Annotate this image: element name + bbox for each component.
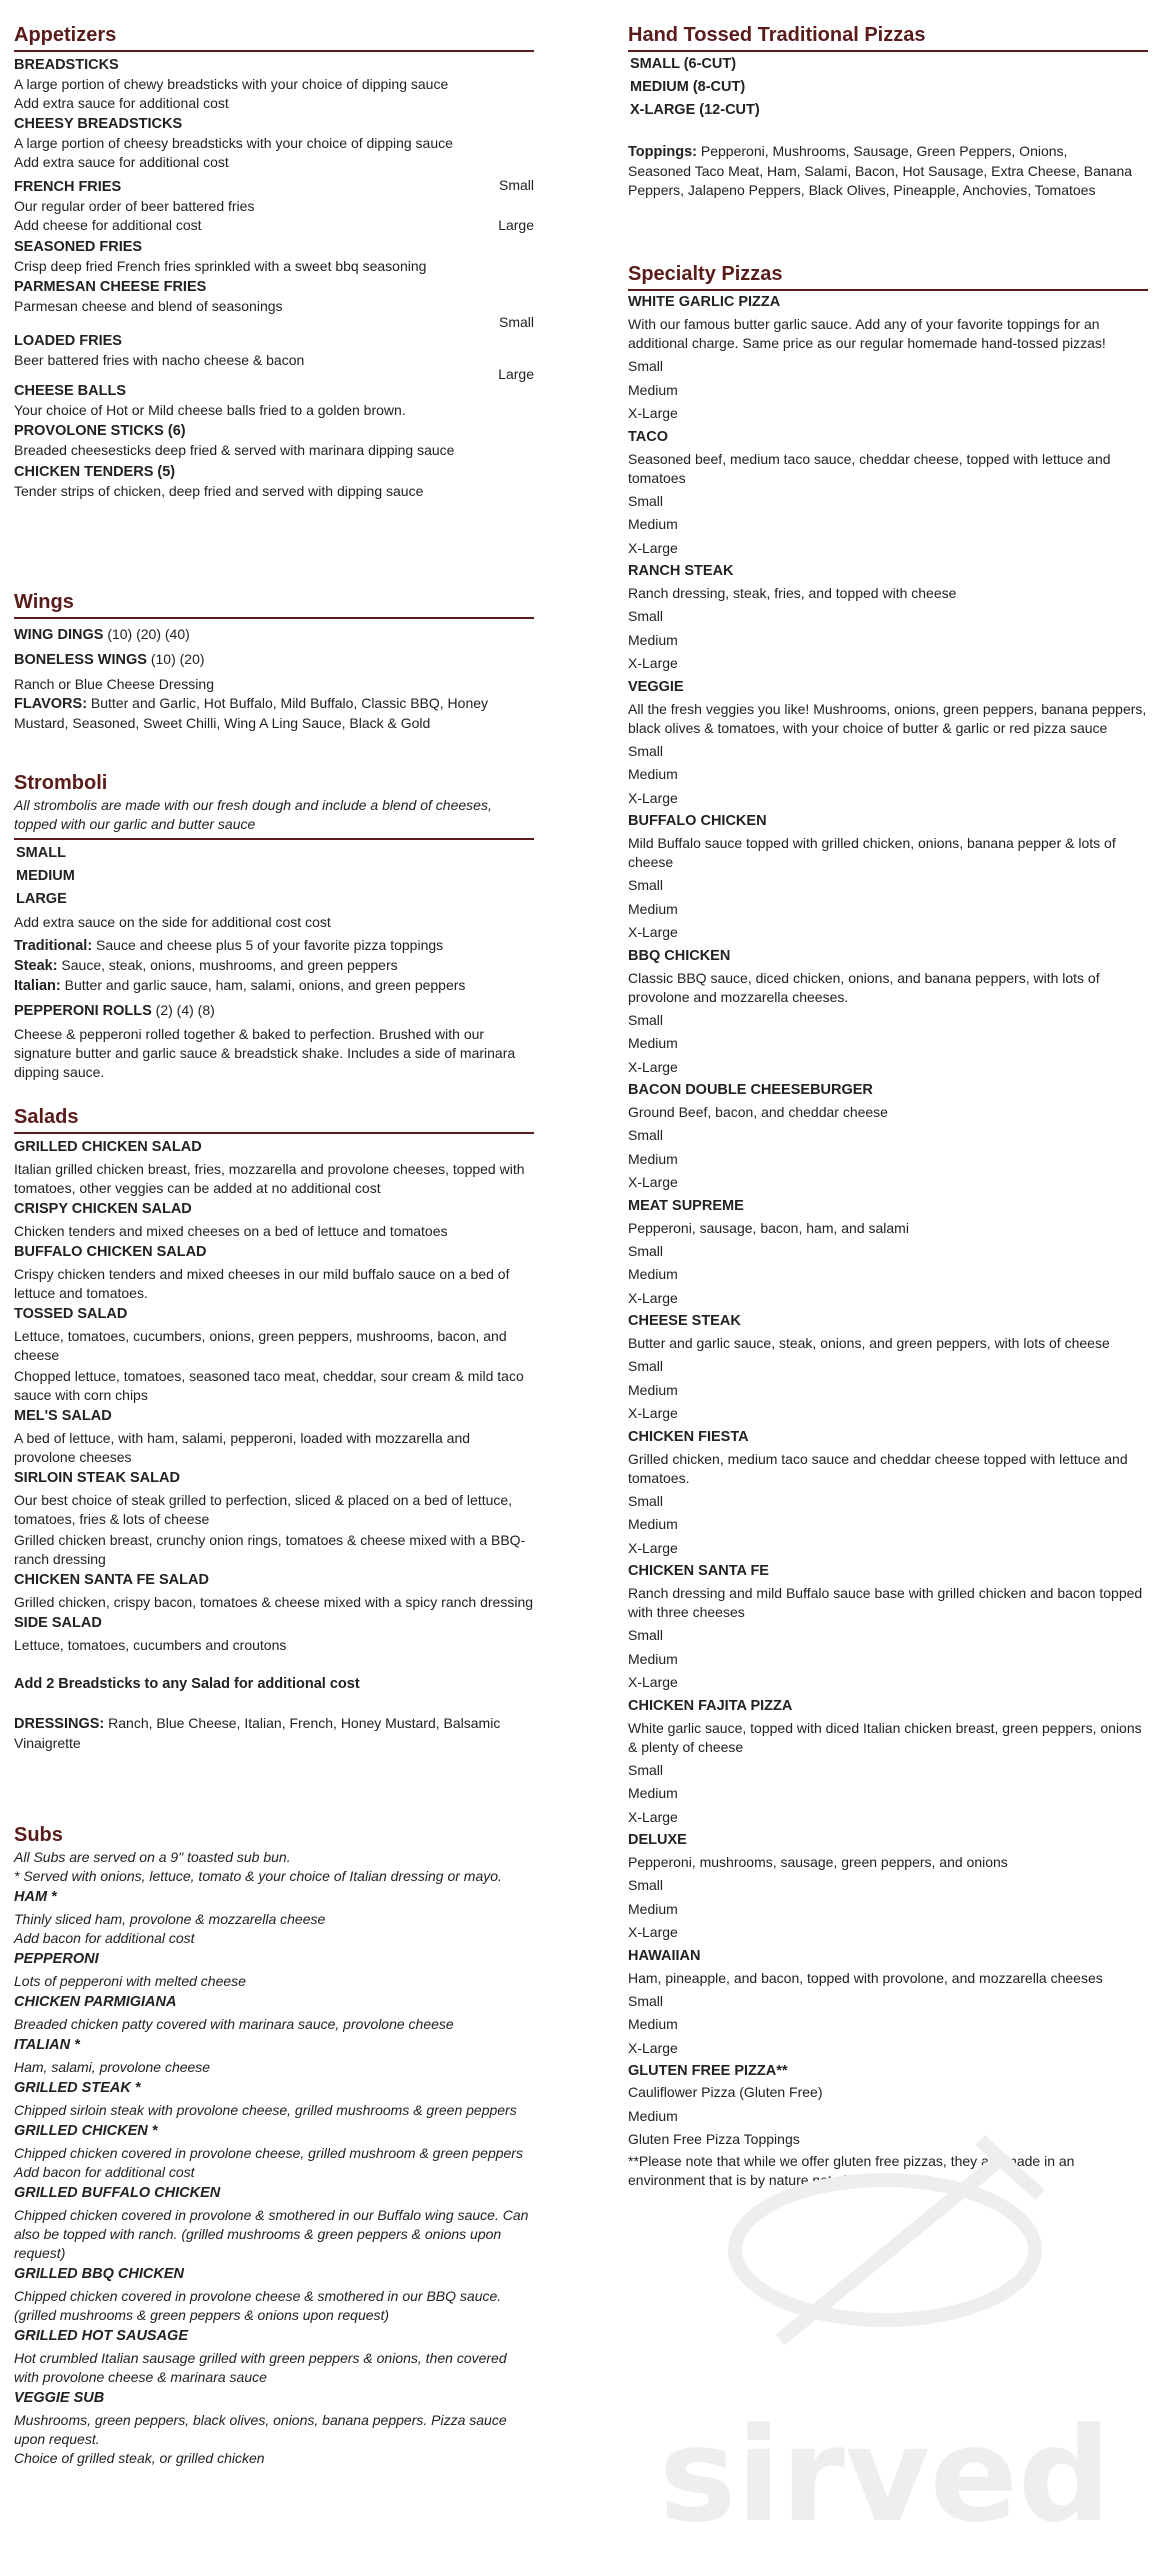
size-label: Medium [628,766,678,782]
size-label: Small [498,177,534,193]
size-medium: MEDIUM (8-CUT) [630,79,746,95]
item-desc: Butter and garlic sauce, steak, onions, and green peppers, with lots of cheese [628,1335,1110,1351]
item-name: ITALIAN * [14,2037,80,2053]
gluten-line: Gluten Free Pizza Toppings [628,2131,800,2147]
toppings-list [628,142,1133,200]
item-desc: A large portion of chewy breadsticks with your choice of dipping sauce [14,76,449,92]
size-label: Medium [628,1035,678,1051]
dressings-line [14,1714,534,1753]
size-label: Small [628,1992,664,2009]
item-name: PEPPERONI ROLLS [14,1003,152,1019]
item-name: LOADED FRIES [14,333,122,349]
menu-item [628,1312,1148,1426]
toppings-text: Pepperoni, Mushrooms, Sausage, Green Peppers, Onions, Seasoned Taco Meat, Ham, Salami, Bacon, Hot Sausage, Extra Cheese, Banana Peppers, Jalapeno Peppers, Black Olives, Pineapple, Anchovies, Tomatoes [628,143,1133,198]
salads-section [14,1104,534,1753]
item-name: WING DINGS [14,627,104,643]
size-xlarge: X-LARGE (12-CUT) [630,102,760,118]
size-label: X-Large [628,1674,678,1690]
item-name: VEGGIE [628,678,684,695]
menu-item [14,314,534,382]
item-name: CHICKEN SANTA FE [628,1563,769,1579]
size-label: X-Large [628,1058,678,1075]
size-label: Small [628,1627,664,1643]
menu-item [628,1831,1148,1945]
gluten-line: Medium [628,2107,678,2124]
size-label: Medium [628,1516,678,1532]
size-label: Small [628,742,664,759]
item-extra: Add extra sauce for additional cost [14,95,229,111]
item-desc: Chopped lettuce, tomatoes, seasoned taco meat, cheddar, sour cream & mild taco sauce with corn chips [14,1368,524,1403]
item-extra: Choice of grilled steak, or grilled chicken [14,2450,265,2466]
section-title: Subs [14,1824,63,1846]
item-desc: Lettuce, tomatoes, cucumbers and croutons [14,1637,287,1653]
menu-item [628,1197,1148,1311]
item-name: CHEESE BALLS [14,383,126,399]
sirved-watermark [650,2100,1120,2560]
dressings-text: Ranch, Blue Cheese, Italian, French, Honey Mustard, Balsamic Vinaigrette [14,1715,501,1751]
menu-item [14,2036,534,2077]
item-name: MEL'S SALAD [14,1408,112,1424]
item-name: BACON DOUBLE CHEESEBURGER [628,1082,873,1098]
item-desc: A bed of lettuce, with ham, salami, pepperoni, loaded with mozzarella and provolone cheeses [14,1430,471,1465]
item-name: GRILLED CHICKEN * [14,2123,158,2139]
menu-item [14,1407,534,1467]
size-medium: MEDIUM [16,868,75,884]
item-sizes: (2) (4) (8) [155,1002,215,1018]
item-desc: Grilled chicken breast, crunchy onion rings, tomatoes & cheese mixed with a BBQ-ranch dressing [14,1532,526,1567]
item-name: GRILLED HOT SAUSAGE [14,2328,189,2344]
item-name: HAM * [14,1889,57,1905]
item-desc: Crispy chicken tenders and mixed cheeses in our mild buffalo sauce on a bed of lettuce and tomatoes. [14,1266,510,1301]
flavors-label: FLAVORS: [14,696,88,712]
size-label: Small [628,1358,664,1374]
menu-item [628,293,1148,426]
item-name: CHICKEN FIESTA [628,1428,749,1445]
size-large: LARGE [16,891,67,907]
section-title: Wings [14,589,534,619]
boneless-wings-row [14,650,534,670]
size-label: Small [628,1011,664,1028]
size-label: X-Large [628,789,678,806]
dressings-label: DRESSINGS: [14,1716,105,1732]
menu-item [14,2122,534,2182]
size-label: Small [628,1127,664,1143]
size-label: Medium [628,1650,678,1667]
stromboli-extra: Add extra sauce on the side for additional cost cost [14,914,331,930]
menu-item [14,2184,534,2263]
item-desc: Pepperoni, sausage, bacon, ham, and salami [628,1219,909,1236]
traditional-label: Traditional: [14,938,93,954]
subs-intro: * Served with onions, lettuce, tomato & your choice of Italian dressing or mayo. [14,1868,502,1884]
item-name: PROVOLONE STICKS (6) [14,423,186,439]
menu-item [628,1562,1148,1695]
menu-item [14,2327,534,2387]
item-desc: Tender strips of chicken, deep fried and served with dipping sauce [14,483,424,499]
size-label: Small [628,1492,664,1509]
wing-flavors [14,694,534,733]
item-desc: Ham, pineapple, and bacon, topped with provolone, and mozzarella cheeses [628,1969,1103,1986]
item-name: DELUXE [628,1832,687,1848]
section-intro: All strombolis are made with our fresh dough and include a blend of cheeses, topped with our garlic and butter sauce [14,796,534,840]
menu-item [628,1081,1148,1195]
subs-section [14,1822,534,2468]
item-sizes: (10) (20) [150,651,205,667]
item-name: BUFFALO CHICKEN SALAD [14,1244,207,1260]
size-label: X-Large [628,655,678,671]
item-desc: Ranch dressing and mild Buffalo sauce base with grilled chicken and bacon topped with three cheeses [628,1585,1143,1620]
menu-item [14,2265,534,2325]
item-name: WHITE GARLIC PIZZA [628,294,781,310]
size-label: Medium [628,516,678,532]
item-desc: Our best choice of steak grilled to perfection, sliced & placed on a bed of lettuce, tomatoes, fries & lots of cheese [14,1492,513,1527]
item-name: TACO [628,428,669,445]
menu-item [14,1614,534,1655]
item-desc: Pepperoni, mushrooms, sausage, green peppers, and onions [628,1854,1008,1870]
steak-text: Sauce, steak, onions, mushrooms, and green peppers [61,957,398,973]
section-title: Stromboli [14,772,108,794]
item-desc: Grilled chicken, crispy bacon, tomatoes & cheese mixed with a spicy ranch dressing [14,1594,534,1610]
size-label: Small [498,314,534,330]
gluten-note: **Please note that while we offer gluten free pizzas, they are made in an environment that is by nature not gluten free. [628,2152,1075,2188]
menu-item [628,1697,1148,1830]
item-desc: All the fresh veggies you like! Mushrooms, onions, green peppers, banana peppers, black olives & tomatoes, with your choice of butter & garlic or red pizza sauce [628,700,1147,736]
size-label: Medium [628,1381,678,1398]
item-name: BREADSTICKS [14,57,119,73]
item-desc: Italian grilled chicken breast, fries, mozzarella and provolone cheeses, topped with tomatoes, other veggies can be added at no additional cost [14,1161,525,1196]
menu-item [628,1428,1148,1561]
item-desc: With our famous butter garlic sauce. Add any of your favorite toppings for an additional charge. Same price as our regular homemade hand-tossed pizzas! [628,316,1106,351]
item-desc: Beer battered fries with nacho cheese & bacon [14,352,305,368]
item-name: VEGGIE SUB [14,2390,105,2406]
item-desc: Grilled chicken, medium taco sauce and cheddar cheese topped with lettuce and tomatoes. [628,1450,1128,1486]
size-label: Small [628,1761,664,1778]
wing-dings-row [14,625,534,645]
menu-item [628,678,1148,811]
size-label: X-Large [628,1539,678,1556]
size-label: X-Large [628,924,678,940]
item-desc: Hot crumbled Italian sausage grilled with green peppers & onions, then covered with provolone cheese & marinara sauce [14,2350,507,2385]
traditional-text: Sauce and cheese plus 5 of your favorite pizza toppings [96,937,444,953]
item-desc: Parmesan cheese and blend of seasonings [14,298,283,314]
item-desc: Seasoned beef, medium taco sauce, cheddar cheese, topped with lettuce and tomatoes [628,450,1111,486]
item-name: CHICKEN PARMIGIANA [14,1994,177,2010]
menu-item [14,278,534,316]
stromboli-section [14,770,534,1082]
menu-item [628,812,1148,945]
menu-item [628,562,1148,676]
item-name: CRISPY CHICKEN SALAD [14,1201,192,1217]
item-desc: Thinly sliced ham, provolone & mozzarella cheese [14,1911,326,1927]
item-desc: Ground Beef, bacon, and cheddar cheese [628,1104,888,1120]
menu-item [14,56,534,113]
wings-section [14,589,534,733]
size-label: Medium [628,1266,678,1282]
subs-intro: All Subs are served on a 9" toasted sub bun. [14,1849,291,1865]
size-label: Medium [628,1785,678,1801]
steak-label: Steak: [14,958,58,974]
menu-item [14,422,534,460]
size-label: X-Large [628,1405,678,1421]
item-extra: Add bacon for additional cost [14,2164,195,2180]
size-label: X-Large [628,539,678,556]
italian-label: Italian: [14,978,61,994]
menu-item [628,1947,1148,2061]
stromboli-traditional [14,936,534,956]
item-name: GLUTEN FREE PIZZA** [628,2063,788,2079]
item-desc: Mild Buffalo sauce topped with grilled chicken, onions, banana pepper & lots of cheese [628,835,1116,870]
toppings-label: Toppings: [628,144,697,160]
item-extra: Add bacon for additional cost [14,1930,195,1946]
menu-item [14,1138,534,1198]
item-name: BONELESS WINGS [14,652,147,668]
size-label: Small [628,358,664,374]
menu-item [14,1367,534,1405]
item-name: CHEESE STEAK [628,1313,741,1329]
stromboli-italian [14,976,534,996]
size-label: Small [628,492,664,509]
item-desc: Chipped chicken covered in provolone & smothered in our Buffalo wing sauce. Can also be topped with ranch. (grilled mushrooms & green peppers & onions upon request) [14,2207,529,2261]
item-desc: Breaded chicken patty covered with marinara sauce, provolone cheese [14,2016,454,2032]
item-extra: Add cheese for additional cost [14,217,202,233]
italian-text: Butter and garlic sauce, ham, salami, onions, and green peppers [64,977,466,993]
size-label: Medium [628,2016,678,2032]
item-name: PARMESAN CHEESE FRIES [14,279,207,295]
menu-item [14,2389,534,2468]
menu-item [14,1571,534,1612]
size-label: Large [498,366,534,382]
menu-item [14,1243,534,1303]
pepperoni-rolls-row [14,1001,534,1021]
item-desc: Your choice of Hot or Mild cheese balls fried to a golden brown. [14,402,406,418]
menu-item [14,1469,534,1529]
size-label: Small [628,877,664,893]
item-name: SIRLOIN STEAK SALAD [14,1470,180,1486]
size-small: SMALL [16,845,66,861]
item-name: GRILLED STEAK * [14,2080,141,2096]
fork-plate-icon [735,2140,1040,2340]
item-name: GRILLED BUFFALO CHICKEN [14,2185,221,2201]
item-desc: Chicken tenders and mixed cheeses on a bed of lettuce and tomatoes [14,1223,448,1239]
item-desc: Ranch dressing, steak, fries, and topped with cheese [628,585,957,601]
gluten-line: Cauliflower Pizza (Gluten Free) [628,2084,823,2100]
size-label: X-Large [628,1808,678,1825]
appetizers-section [14,22,534,501]
item-desc: Ham, salami, provolone cheese [14,2059,211,2075]
item-desc: Chipped chicken covered in provolone cheese & smothered in our BBQ sauce. (grilled mushrooms & green peppers & onions upon request) [14,2288,502,2323]
item-desc: Classic BBQ sauce, diced chicken, onions, and banana peppers, with lots of provolone and mozzarella cheeses. [628,969,1100,1005]
size-label: Large [498,217,534,233]
menu-item [628,428,1148,561]
size-label: X-Large [628,405,678,421]
item-name: CHEESY BREADSTICKS [14,116,183,132]
menu-item [14,115,534,172]
item-extra: Add extra sauce for additional cost [14,154,229,170]
menu-item [14,463,534,501]
menu-item [14,1993,534,2034]
section-title: Specialty Pizzas [628,261,1148,291]
item-name: CHICKEN FAJITA PIZZA [628,1697,793,1714]
size-label: Medium [628,381,678,398]
menu-item [14,238,534,276]
item-name: CHICKEN SANTA FE SALAD [14,1572,209,1588]
hand-tossed-section [628,22,1148,200]
item-desc: Mushrooms, green peppers, black olives, onions, banana peppers. Pizza sauce upon request. [14,2412,507,2447]
menu-item [14,1950,534,1991]
item-desc: Breaded cheesesticks deep fried & served with marinara dipping sauce [14,442,455,458]
size-label: Medium [628,631,678,648]
menu-item [14,176,534,235]
menu-item [14,1200,534,1241]
flavors-text: Butter and Garlic, Hot Buffalo, Mild Buffalo, Classic BBQ, Honey Mustard, Seasoned, Sweet Chilli, Wing A Ling Sauce, Black & Gold [14,695,489,731]
item-name: TOSSED SALAD [14,1306,128,1322]
item-name: SIDE SALAD [14,1615,102,1631]
item-desc: Crisp deep fried French fries sprinkled with a sweet bbq seasoning [14,258,427,274]
size-label: Small [628,1877,664,1893]
item-name: CHICKEN TENDERS (5) [14,464,176,480]
item-desc: A large portion of cheesy breadsticks with your choice of dipping sauce [14,135,453,151]
size-label: X-Large [628,1174,678,1190]
item-desc: Lots of pepperoni with melted cheese [14,1973,246,1989]
section-title: Appetizers [14,22,534,52]
item-desc: Chipped chicken covered in provolone cheese, grilled mushroom & green peppers [14,2145,523,2161]
item-name: HAWAIIAN [628,1947,701,1964]
size-label: Small [628,1242,664,1259]
size-label: Small [628,608,664,624]
menu-item [628,947,1148,1080]
item-name: GRILLED BBQ CHICKEN [14,2266,184,2282]
menu-item [14,1531,534,1569]
section-title: Salads [14,1104,534,1134]
breadsticks-note: Add 2 Breadsticks to any Salad for additional cost [14,1676,360,1692]
item-name: RANCH STEAK [628,563,734,579]
item-name: PEPPERONI [14,1951,99,1967]
item-desc: White garlic sauce, topped with diced Italian chicken breast, green peppers, onions & plenty of cheese [628,1719,1142,1755]
item-desc: Cheese & pepperoni rolled together & baked to perfection. Brushed with our signature butter and garlic sauce & breadstick shake. Includes a side of marinara dipping sauce. [14,1026,516,1080]
item-name: GRILLED CHICKEN SALAD [14,1139,202,1155]
menu-item [14,1305,534,1365]
size-label: X-Large [628,2039,678,2056]
wing-dressing: Ranch or Blue Cheese Dressing [14,676,214,692]
size-label: X-Large [628,1289,678,1306]
menu-item [14,1888,534,1948]
item-desc: Lettuce, tomatoes, cucumbers, onions, green peppers, mushrooms, bacon, and cheese [14,1328,507,1363]
stromboli-steak [14,956,534,976]
menu-item [14,382,534,420]
specialty-section [628,261,1148,2190]
size-label: Medium [628,900,678,917]
item-name: BBQ CHICKEN [628,947,731,964]
item-desc: Chipped sirloin steak with provolone cheese, grilled mushrooms & green peppers [14,2102,517,2118]
watermark-text: sirved [658,2399,1112,2551]
menu-item [14,2079,534,2120]
specialty-list [628,293,1148,2060]
size-label: X-Large [628,1924,678,1940]
size-label: Medium [628,1900,678,1917]
item-name: FRENCH FRIES [14,179,122,195]
item-name: MEAT SUPREME [628,1197,744,1214]
item-sizes: (10) (20) (40) [107,626,190,642]
item-name: BUFFALO CHICKEN [628,813,767,829]
item-name: SEASONED FRIES [14,239,143,255]
size-small: SMALL (6-CUT) [630,56,737,72]
size-label: Medium [628,1150,678,1167]
item-desc: Our regular order of beer battered fries [14,198,255,214]
section-title: Hand Tossed Traditional Pizzas [628,22,1148,52]
